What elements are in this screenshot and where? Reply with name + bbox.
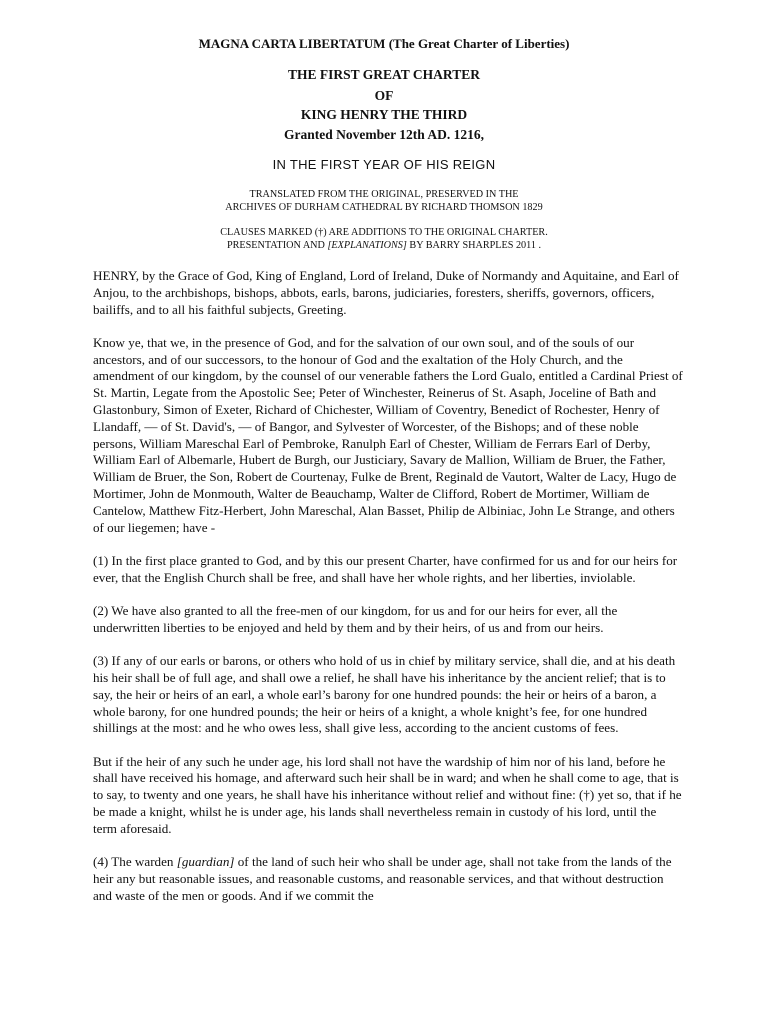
clause-3-paragraph: (3) If any of our earls or barons, or others who hold of us in chief by military service, shall die, and at his death his heir shall be of full age, and shall owe a relief, he shall have his inheritance by the ancient relief; that is to say, the heir or heirs of an earl, a whole earl’s barony for one hundred pounds: the heir or heirs of a baron, a whole barony, for one hundred pounds; the heir or heirs of a knight, a whole knight’s fee, for one hundred shillings at the most: and he who owes less, shall give less, according to the ancient customs of fees. bbox=[93, 653, 676, 736]
presentation-note-emphasis: [EXPLANATIONS] bbox=[327, 239, 407, 251]
salutation-paragraph: HENRY, by the Grace of God, King of England, Lord of Ireland, Duke of Normandy and Aquitaine, and Earl of Anjou, to the archbishops, bishops, abbots, earls, barons, judiciaries, foresters, sheriffs, governors, officers, bailiffs, and to all his faithful subjects, Greeting. bbox=[93, 268, 679, 317]
charter-title-line-1: THE FIRST GREAT CHARTER bbox=[288, 67, 480, 82]
translation-note-line-2: ARCHIVES OF DURHAM CATHEDRAL BY RICHARD THOMSON 1829 bbox=[225, 201, 543, 213]
clause-4-paragraph bbox=[93, 854, 683, 904]
presentation-note-line-2 bbox=[0, 240, 768, 253]
charter-body bbox=[93, 268, 683, 921]
preamble-paragraph: Know ye, that we, in the presence of God, and for the salvation of our own soul, and of the souls of our ancestors, and of our successors, to the honour of God and the exaltation of the Holy Church, and the amendment of our kingdom, by the counsel of our venerable fathers the Lord Gualo, entitled a Cardinal Priest of St. Martin, Legate from the Apostolic See; Peter of Winchester, Reinerus of St. Asaph, Joceline of Bath and Glastonbury, Simon of Exeter, Richard of Chichester, William of Coventry, Benedict of Rochester, Henry of Llandaff, — of St. David's, — of Bangor, and Sylvester of Worcester, of the Bishops; and of these noble persons, William Mareschal Earl of Pembroke, Ranulph Earl of Chester, William de Ferrars Earl of Derby, William Earl of Albemarle, Hubert de Burgh, our Justiciary, Savary de Mallion, William de Bruer, the Father, William de Bruer, the Son, Robert de Courtenay, Fulke de Brent, Reginald de Vautort, Walter de Lacy, Hugo de Mortimer, John de Monmouth, Walter de Beauchamp, Walter de Clifford, Robert de Mortimer, William de Cantelow, Matthew Fitz-Herbert, John Mareschal, Alan Basset, Philip de Albiniac, John Le Strange, and others of our liegemen; have - bbox=[93, 334, 683, 535]
clause-3-continuation-paragraph: But if the heir of any such he under age, his lord shall not have the wardship of him nor of his land, before he shall have received his homage, and afterward such heir shall be in ward; and when he shall come to age, that is to say, to twenty and one years, he shall have his inheritance without relief and without fine: (†) yet so, that if he be made a knight, whilst he is under age, his lands shall nevertheless remain in custody of his lord, until the term aforesaid. bbox=[93, 753, 682, 836]
presentation-note bbox=[0, 227, 768, 253]
presentation-note-text: PRESENTATION AND bbox=[226, 239, 328, 251]
document-title: MAGNA CARTA LIBERTATUM (The Great Charter of Liberties) bbox=[198, 36, 570, 51]
clause-4-lead: (4) The warden bbox=[93, 854, 177, 870]
clause-4-text: of the land of such heir who shall be under age, shall not take from the lands of the heir any but reasonable issues, and reasonable customs, and reasonable services, and that without destruction and waste of the men or goods. And if we commit the bbox=[93, 854, 672, 903]
clause-1-paragraph: (1) In the first place granted to God, and by this our present Charter, have confirmed for us and for our heirs for ever, that the English Church shall be free, and shall have her whole rights, and her liberties, inviolable. bbox=[93, 552, 678, 585]
clause-4-explanation: [guardian] bbox=[176, 854, 235, 870]
charter-title-line-2: OF bbox=[374, 88, 394, 103]
charter-title-line-4: Granted November 12th AD. 1216, bbox=[284, 127, 484, 142]
charter-title-line-3: KING HENRY THE THIRD bbox=[300, 107, 468, 122]
presentation-note-line-1: CLAUSES MARKED (†) ARE ADDITIONS TO THE ORIGINAL CHARTER. bbox=[220, 227, 548, 238]
reign-subtitle: IN THE FIRST YEAR OF HIS REIGN bbox=[272, 157, 496, 172]
presentation-note-credit: BY BARRY SHARPLES 2011 . bbox=[406, 239, 542, 251]
translation-note bbox=[0, 189, 768, 215]
translation-note-line-1: TRANSLATED FROM THE ORIGINAL, PRESERVED IN THE bbox=[249, 189, 519, 200]
clause-2-paragraph: (2) We have also granted to all the free-men of our kingdom, for us and for our heirs for ever, all the underwritten liberties to be enjoyed and held by them and by their heirs, of us and from our heirs. bbox=[93, 603, 618, 635]
